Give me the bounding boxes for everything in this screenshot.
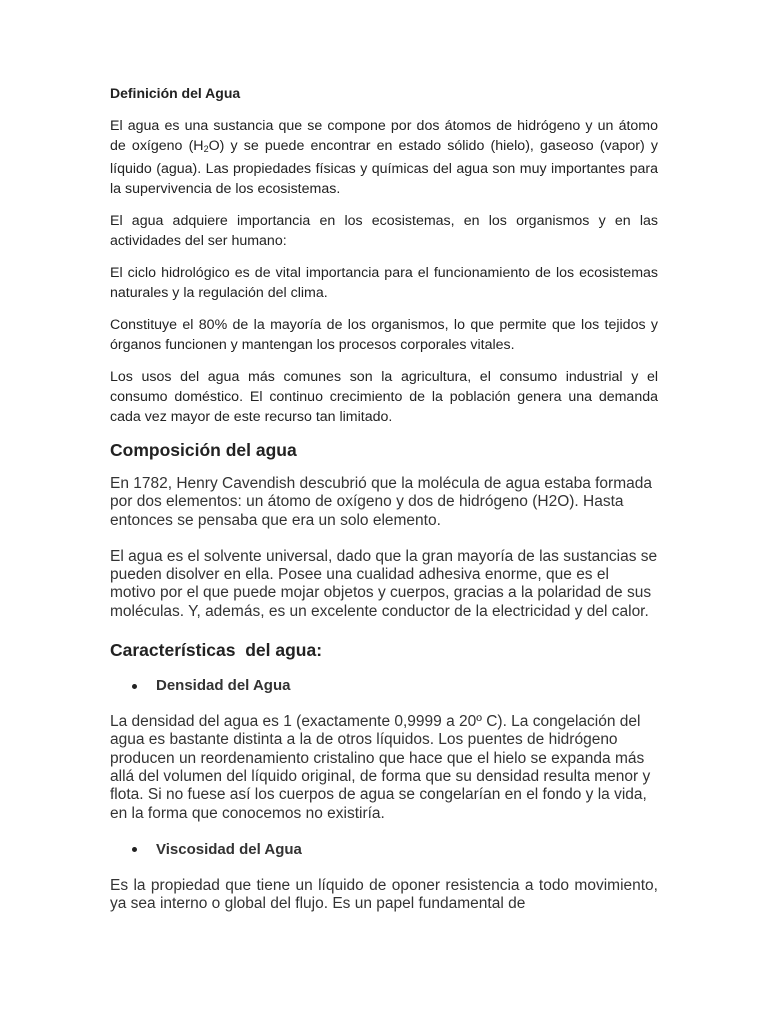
bullet-viscosidad [132,841,658,859]
caracteristicas-heading: Características del agua: [110,640,323,661]
definicion-paragraph-5: Los usos del agua más comunes son la agricultura, el consumo industrial y el consumo doméstico. El continuo crecimiento de la población genera una demanda cada vez mayor de este recurso tan limitado. [110,369,658,425]
densidad-label: Densidad del Agua [156,677,291,695]
definicion-paragraph-3: El ciclo hidrológico es de vital importancia para el funcionamiento de los ecosistemas naturales y la regulación del clima. [110,265,658,301]
composicion-heading: Composición del agua [110,440,297,460]
composicion-paragraph-2: El agua es el solvente universal, dado que la gran mayoría de las sustancias se pueden disolver en ella. Posee una cualidad adhesiva enorme, que es el motivo por el que puede mojar objetos y cuerpos, gracias a la polaridad de sus moléculas. Y, además, es un excelente conductor de la electricidad y del calor. [110,547,658,620]
definicion-paragraph-4: Constituye el 80% de la mayoría de los organismos, lo que permite que los tejidos y órganos funcionen y mantengan los procesos corporales vitales. [110,317,658,353]
densidad-paragraph: La densidad del agua es 1 (exactamente 0,9999 a 20º C). La congelación del agua es bastante distinta a la de otros líquidos. Los puentes de hidrógeno producen un reordenamiento cristalino que hace que el hielo se expanda más allá del volumen del líquido original, de forma que su densidad resulta menor y flota. Si no fuese así los cuerpos de agua se congelarían en el fondo y la vida, en la forma que conocemos no existiría. [110,713,651,822]
bullet-dot-icon [132,684,137,689]
definicion-paragraph-1-part-b: O) y se puede encontrar en estado sólido (hielo), gaseoso (vapor) y líquido (agua). Las propiedades físicas y químicas del agua son muy importantes para la supervivencia de los ecosistemas. [110,138,659,197]
h2o-subscript: 2 [203,144,209,154]
bullet-dot-icon [132,847,137,852]
bullet-densidad [132,677,658,695]
viscosidad-paragraph: Es la propiedad que tiene un líquido de oponer resistencia a todo movimiento, ya sea interno o global del flujo. Es un papel fundamental de [110,876,658,913]
definicion-paragraph-1-part-a: El agua es una sustancia que se compone por dos átomos de hidrógeno y un átomo de oxígeno (H [110,118,658,154]
definicion-heading: Definición del Agua [110,85,241,101]
definicion-paragraph-1 [110,116,658,199]
composicion-paragraph-1: En 1782, Henry Cavendish descubrió que la molécula de agua estaba formada por dos elementos: un átomo de oxígeno y dos de hidrógeno (H2O). Hasta entonces se pensaba que era un solo elemento. [110,475,652,529]
document-page [110,84,658,931]
viscosidad-label: Viscosidad del Agua [156,840,302,858]
definicion-paragraph-2: El agua adquiere importancia en los ecosistemas, en los organismos y en las actividades del ser humano: [110,213,658,249]
